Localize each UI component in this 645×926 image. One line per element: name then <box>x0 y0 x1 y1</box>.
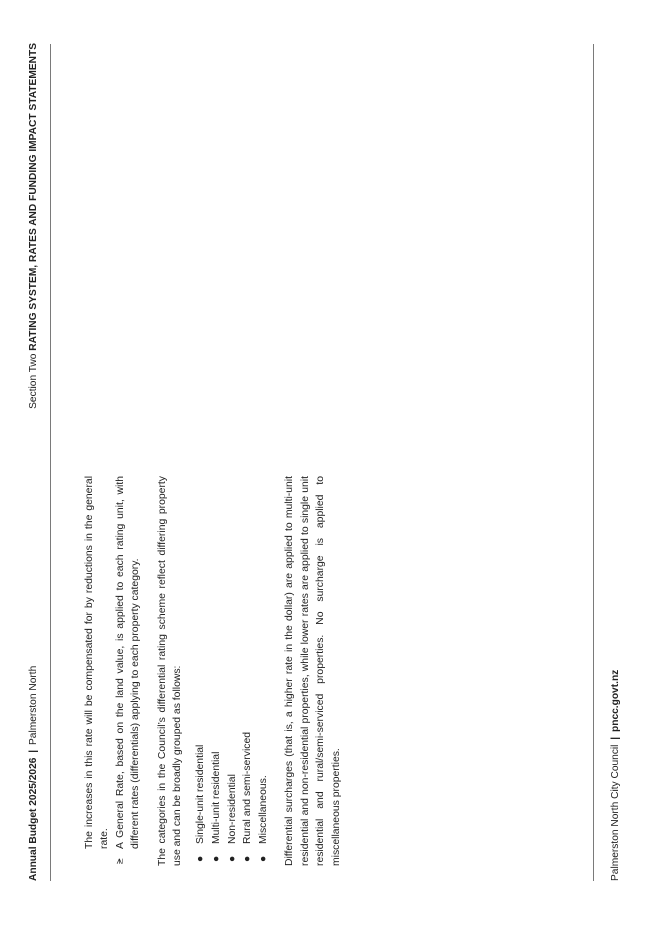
list-item: ● Rural and semi-serviced <box>240 476 256 866</box>
list-item: ● Multi-unit residential <box>209 476 225 866</box>
category-list <box>193 476 271 866</box>
header-left <box>28 666 39 881</box>
footer-rule <box>593 44 594 881</box>
header-right <box>28 43 39 409</box>
footer <box>610 670 621 881</box>
bullet-icon: ● <box>211 855 223 862</box>
list-item: ● Non-residential <box>225 476 241 866</box>
city-name: Palmerston North <box>28 665 39 746</box>
list-item: ● Miscellaneous. <box>256 476 272 866</box>
header-separator: | <box>28 749 39 753</box>
budget-title: Annual Budget 2025/2026 <box>28 757 39 881</box>
bullet-icon: ● <box>242 855 254 862</box>
categories-paragraph: The categories in the Council’s differential rating scheme reflect differing property use and can be broadly grouped as follows: <box>156 476 184 866</box>
surcharge-paragraph: Differential surcharges (that is, a higher rate in the dollar) are applied to multi-unit residential and non-residential properties, while lower rates are applied to single unit residential and rural/semi-serviced properties. No surcharge is applied to miscellaneous properties. <box>284 476 342 866</box>
general-rate-text: A General Rate, based on the land value, is applied to each rating unit, with different rates (differentials) applying to each property category. <box>114 476 142 849</box>
footer-separator: | <box>610 736 621 740</box>
bullet-icon: ● <box>195 855 207 862</box>
bullet-icon: ● <box>257 855 269 862</box>
bullet-icon: ● <box>226 855 238 862</box>
general-rate-item <box>113 476 144 866</box>
header-rule <box>50 44 51 881</box>
website-link[interactable]: pncc.govt.nz <box>610 669 621 732</box>
intro-paragraph: The increases in this rate will be compensated for by reductions in the general rate. <box>84 476 111 849</box>
arrow-bullet-icon: ⪭ <box>114 858 126 864</box>
body-content <box>82 476 344 866</box>
council-name: Palmerston North City Council <box>610 744 621 881</box>
section-title: RATING SYSTEM, RATES AND FUNDING IMPACT STATEMENTS <box>28 43 39 351</box>
section-prefix: Section Two <box>28 353 39 409</box>
list-item: ● Single-unit residential <box>193 476 209 866</box>
